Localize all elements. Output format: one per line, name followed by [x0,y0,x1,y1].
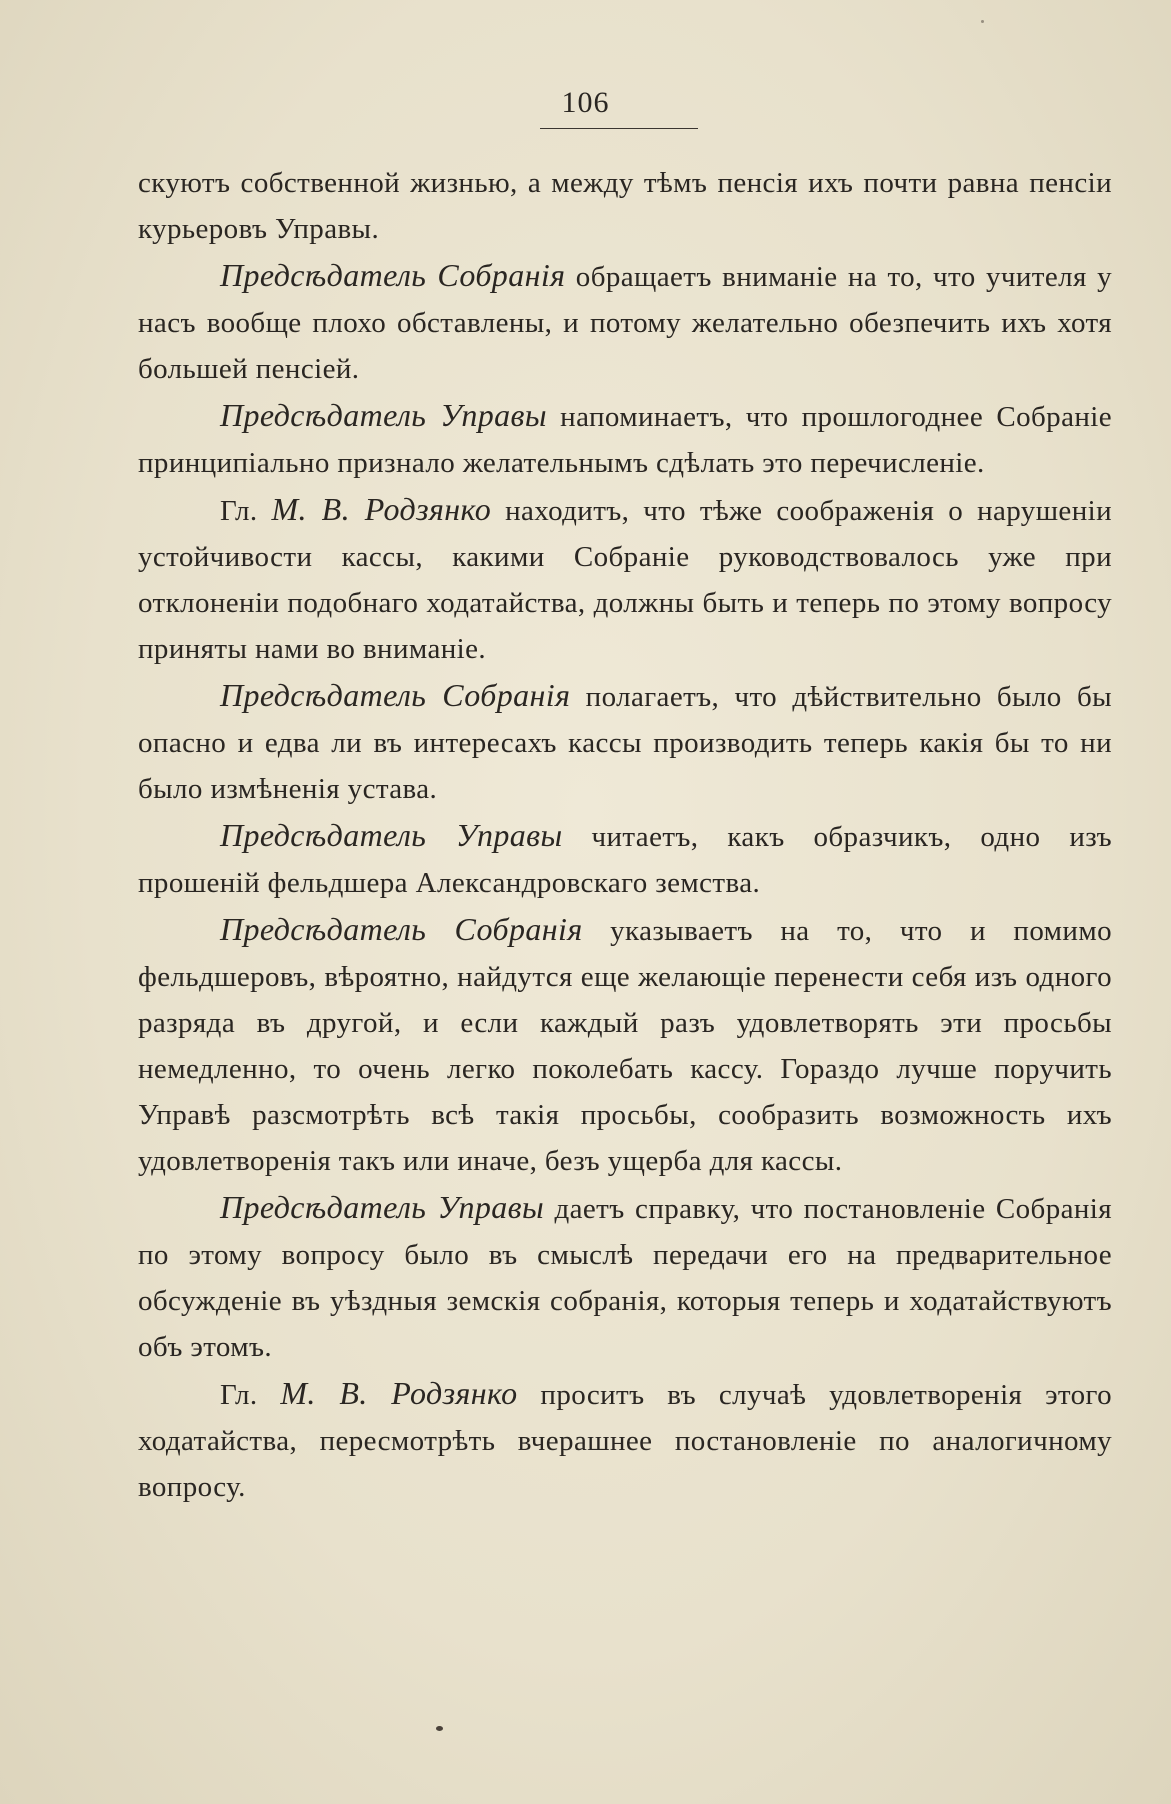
body-text [138,160,1112,1510]
paragraph [138,1370,1112,1510]
paragraph-text: скуютъ собственной жизнью, а между тѣмъ пенсія ихъ почти равна пенсіи курьеровъ Управы. [138,167,1112,245]
paragraph [138,252,1112,392]
paragraph [138,672,1112,812]
paragraph-text: даетъ справку, что постановленіе Собранія по этому вопросу было въ смыслѣ передачи его на предварительное обсужденіе въ уѣздныя земскія собранія, которыя теперь и ходатайствуютъ объ этомъ. [138,1193,1112,1363]
paragraph-text: обращаетъ вниманіе на то, что учителя у насъ вообще плохо обставлены, и потому желательно обезпечить ихъ хотя большей пенсіей. [138,261,1112,385]
speaker-title: Гл. [220,1379,281,1411]
speaker-name: Предсѣдатель Управы [220,1189,545,1225]
ink-speck [436,1726,443,1731]
paragraph-text: указываетъ на то, что и помимо фельдшеровъ, вѣроятно, найдутся еще желающіе перенести себя изъ одного разряда въ другой, и если каждый разъ удовлетворять эти просьбы немедленно, то очень легко поколебать кассу. Гораздо лучше поручить Управѣ разсмотрѣть всѣ такія просьбы, сообразить возможность ихъ удовлетворенія такъ или иначе, безъ ущерба для кассы. [138,915,1112,1177]
page-number-rule [540,128,698,129]
speaker-name: Предсѣдатель Собранія [220,911,583,947]
paragraph-text: читаетъ, какъ образчикъ, одно изъ прошеній фельдшера Александровскаго земства. [138,821,1112,899]
paragraph [138,160,1112,252]
speaker-name: М. В. Родзянко [271,491,492,527]
paragraph-text: полагаетъ, что дѣйствительно было бы опасно и едва ли въ интересахъ кассы производить теперь какія бы то ни было измѣненія устава. [138,681,1113,805]
paragraph [138,486,1112,672]
speaker-name: М. В. Родзянко [280,1375,518,1411]
paragraph-text: находитъ, что тѣже соображенія о нарушеніи устойчивости кассы, какими Собраніе руководствовалось уже при отклоненіи подобнаго ходатайства, должны быть и теперь по этому вопросу приняты нами во вниманіе. [138,495,1112,665]
speaker-name: Предсѣдатель Управы [220,397,547,433]
speaker-title: Гл. [220,495,272,527]
paragraph [138,906,1112,1184]
paragraph-text: напоминаетъ, что прошлогоднее Собраніе принципіально признало желательнымъ сдѣлать это перечисленіе. [138,401,1112,479]
paragraph [138,392,1112,486]
paragraph [138,1184,1112,1370]
speaker-name: Предсѣдатель Управы [220,817,563,853]
paragraph [138,812,1112,906]
paragraph-text: проситъ въ случаѣ удовлетворенія этого ходатайства, пересмотрѣть вчерашнее постановленіе по аналогичному вопросу. [138,1379,1112,1503]
speaker-name: Предсѣдатель Собранія [220,257,566,293]
speaker-name: Предсѣдатель Собранія [220,677,571,713]
page-number: 106 [561,86,610,119]
ink-speck [981,20,984,23]
